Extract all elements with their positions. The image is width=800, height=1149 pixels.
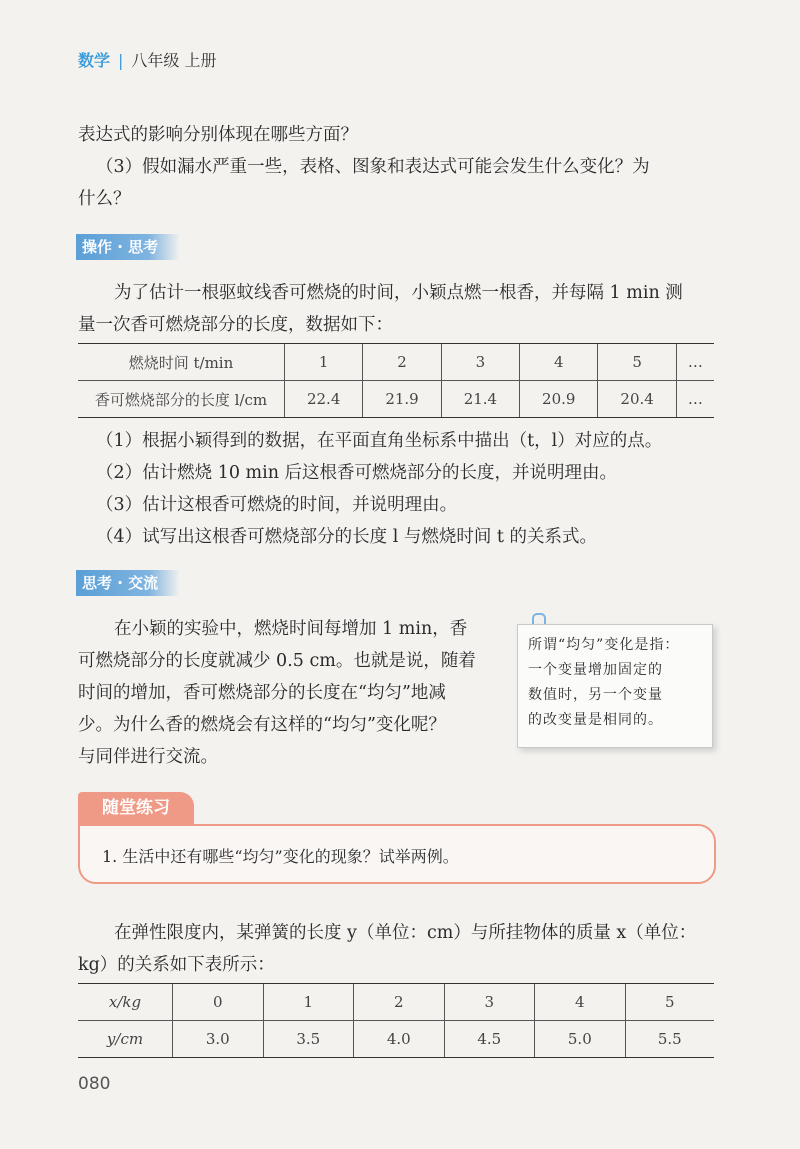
section-tag-think-discuss: 思考 · 交流 — [76, 570, 180, 596]
table-cell: 2 — [354, 984, 445, 1021]
spring-para-line-2: kg）的关系如下表所示： — [78, 955, 275, 975]
table-cell: 燃烧时间 t/min — [78, 344, 285, 381]
practice-item-1: 1. 生活中还有哪些“均匀”变化的现象？试举两例。 — [102, 847, 459, 866]
incense-data-table — [78, 343, 714, 418]
table-cell: 5 — [625, 984, 714, 1021]
side-note-line: 一个变量增加固定的 — [528, 662, 663, 678]
table-row — [78, 381, 714, 418]
table-row — [78, 1021, 714, 1058]
practice-box — [78, 824, 716, 884]
table-cell: 5 — [598, 344, 676, 381]
table-cell: 22.4 — [285, 381, 363, 418]
table-cell: x/kg — [78, 984, 173, 1021]
table-cell: 3 — [444, 984, 535, 1021]
table-cell: 4.0 — [354, 1021, 445, 1058]
discussion-line-5: 与同伴进行交流。 — [78, 747, 218, 767]
table-cell: 20.9 — [520, 381, 598, 418]
table-cell: 0 — [173, 984, 264, 1021]
table-cell: 4 — [535, 984, 626, 1021]
table-cell: 5.0 — [535, 1021, 626, 1058]
section1-para-line-2: 量一次香可燃烧部分的长度，数据如下： — [78, 315, 393, 335]
running-header — [78, 48, 217, 71]
grade-label: 八年级 上册 — [131, 51, 217, 70]
table-cell: 21.4 — [441, 381, 519, 418]
practice-tag: 随堂练习 — [78, 792, 194, 824]
spring-para-line-1: 在弹性限度内，某弹簧的长度 y（单位：cm）与所挂物体的质量 x（单位： — [114, 923, 697, 943]
table-cell: 1 — [285, 344, 363, 381]
question-1: （1）根据小颖得到的数据，在平面直角坐标系中描出（t，l）对应的点。 — [96, 431, 663, 451]
spring-data-table — [78, 983, 714, 1058]
table-cell: 香可燃烧部分的长度 l/cm — [78, 381, 285, 418]
discussion-line-1: 在小颖的实验中，燃烧时间每增加 1 min，香 — [114, 619, 468, 639]
table-cell: 3.0 — [173, 1021, 264, 1058]
table-cell: y/cm — [78, 1021, 173, 1058]
section-tag-operate-think: 操作 · 思考 — [76, 234, 180, 260]
table-cell: 3.5 — [263, 1021, 354, 1058]
table-cell: 3 — [441, 344, 519, 381]
side-note-line: 所谓“均匀”变化是指： — [528, 637, 680, 653]
question-4: （4）试写出这根香可燃烧部分的长度 l 与燃烧时间 t 的关系式。 — [96, 527, 598, 547]
table-cell: 4.5 — [444, 1021, 535, 1058]
intro-line-2: （3）假如漏水严重一些，表格、图象和表达式可能会发生什么变化？为 — [96, 157, 650, 177]
discussion-line-3: 时间的增加，香可燃烧部分的长度在“均匀”地减 — [78, 683, 446, 703]
table-row — [78, 344, 714, 381]
intro-line-1: 表达式的影响分别体现在哪些方面？ — [78, 125, 358, 145]
table-cell: 20.4 — [598, 381, 676, 418]
table-cell: 1 — [263, 984, 354, 1021]
question-3: （3）估计这根香可燃烧的时间，并说明理由。 — [96, 495, 458, 515]
header-separator: | — [118, 51, 124, 70]
intro-line-3: 什么？ — [78, 189, 131, 209]
question-2: （2）估计燃烧 10 min 后这根香可燃烧部分的长度，并说明理由。 — [96, 463, 618, 483]
table-cell: … — [676, 381, 714, 418]
table-cell: 4 — [520, 344, 598, 381]
side-note — [517, 624, 713, 748]
discussion-line-2: 可燃烧部分的长度就减少 0.5 cm。也就是说，随着 — [78, 651, 476, 671]
discussion-line-4: 少。为什么香的燃烧会有这样的“均匀”变化呢？ — [78, 715, 446, 735]
side-note-line: 的改变量是相同的。 — [528, 712, 663, 728]
page-number: 080 — [78, 1074, 111, 1094]
subject-label: 数学 — [78, 51, 111, 70]
table-cell: 5.5 — [625, 1021, 714, 1058]
table-cell: 21.9 — [363, 381, 441, 418]
side-note-line: 数值时，另一个变量 — [528, 687, 663, 703]
table-cell: … — [676, 344, 714, 381]
section1-para-line-1: 为了估计一根驱蚊线香可燃烧的时间，小颖点燃一根香，并每隔 1 min 测 — [114, 283, 683, 303]
table-cell: 2 — [363, 344, 441, 381]
table-row — [78, 984, 714, 1021]
